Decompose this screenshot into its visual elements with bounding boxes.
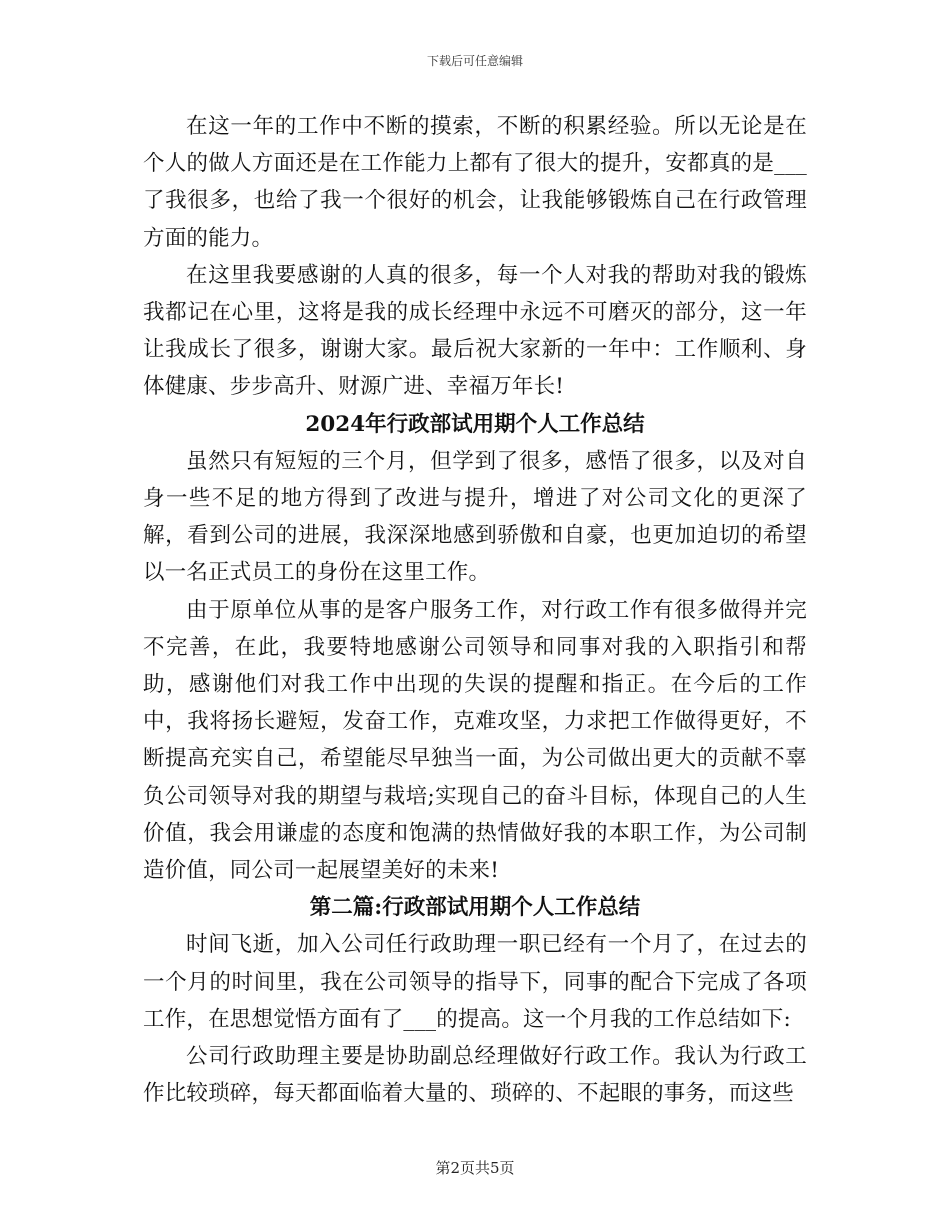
section-title: 2024年行政部试用期个人工作总结 (305, 411, 645, 437)
paragraph: 由于原单位从事的是客户服务工作，对行政工作有很多做得并完不完善，在此，我要特地感谢公司领导和同事对我的入职指引和帮助，感谢他们对我工作中出现的失误的提醒和指正。在今后的工作中，我将扬长避短，发奋工作，克难攻坚，力求把工作做得更好，不断提高充实自己，希望能尽早独当一面，为公司做出更大的贡献不辜负公司领导对我的期望与栽培;实现自己的奋斗目标，体现自己的人生价值，我会用谦虚的态度和饱满的热情做好我的本职工作，为公司制造价值，同公司一起展望美好的未来! (143, 597, 807, 884)
page-footer: 第2页共5页 (435, 1159, 515, 1177)
paragraph: 公司行政助理主要是协助副总经理做好行政工作。我认为行政工作比较琐碎，每天都面临着大量的、琐碎的、不起眼的事务，而这些 (143, 1044, 807, 1107)
paragraph: 在这一年的工作中不断的摸索，不断的积累经验。所以无论是在个人的做人方面还是在工作能力上都有了很大的提升，安都真的是___了我很多，也给了我一个很好的机会，让我能够锻炼自己在行政管理方面的能力。 (143, 114, 807, 251)
page-header: 下载后可任意编辑 (426, 54, 523, 68)
paragraph: 在这里我要感谢的人真的很多，每一个人对我的帮助对我的锻炼我都记在心里，这将是我的成长经理中永远不可磨灭的部分，这一年让我成长了很多，谢谢大家。最后祝大家新的一年中：工作顺利、身体健康、步步高升、财源广进、幸福万年长! (143, 262, 807, 400)
document-body (143, 108, 807, 1112)
paragraph: 时间飞逝，加入公司任行政助理一职已经有一个月了，在过去的一个月的时间里，我在公司领导的指导下，同事的配合下完成了各项工作，在思想觉悟方面有了___的提高。这一个月我的工作总结如下: (143, 932, 807, 1032)
paragraph: 虽然只有短短的三个月，但学到了很多，感悟了很多，以及对自身一些不足的地方得到了改进与提升，增进了对公司文化的更深了解，看到公司的进展，我深深地感到骄傲和自豪，也更加迫切的希望以一名正式员工的身份在这里工作。 (143, 448, 807, 586)
section-title: 第二篇:行政部试用期个人工作总结 (309, 895, 641, 921)
